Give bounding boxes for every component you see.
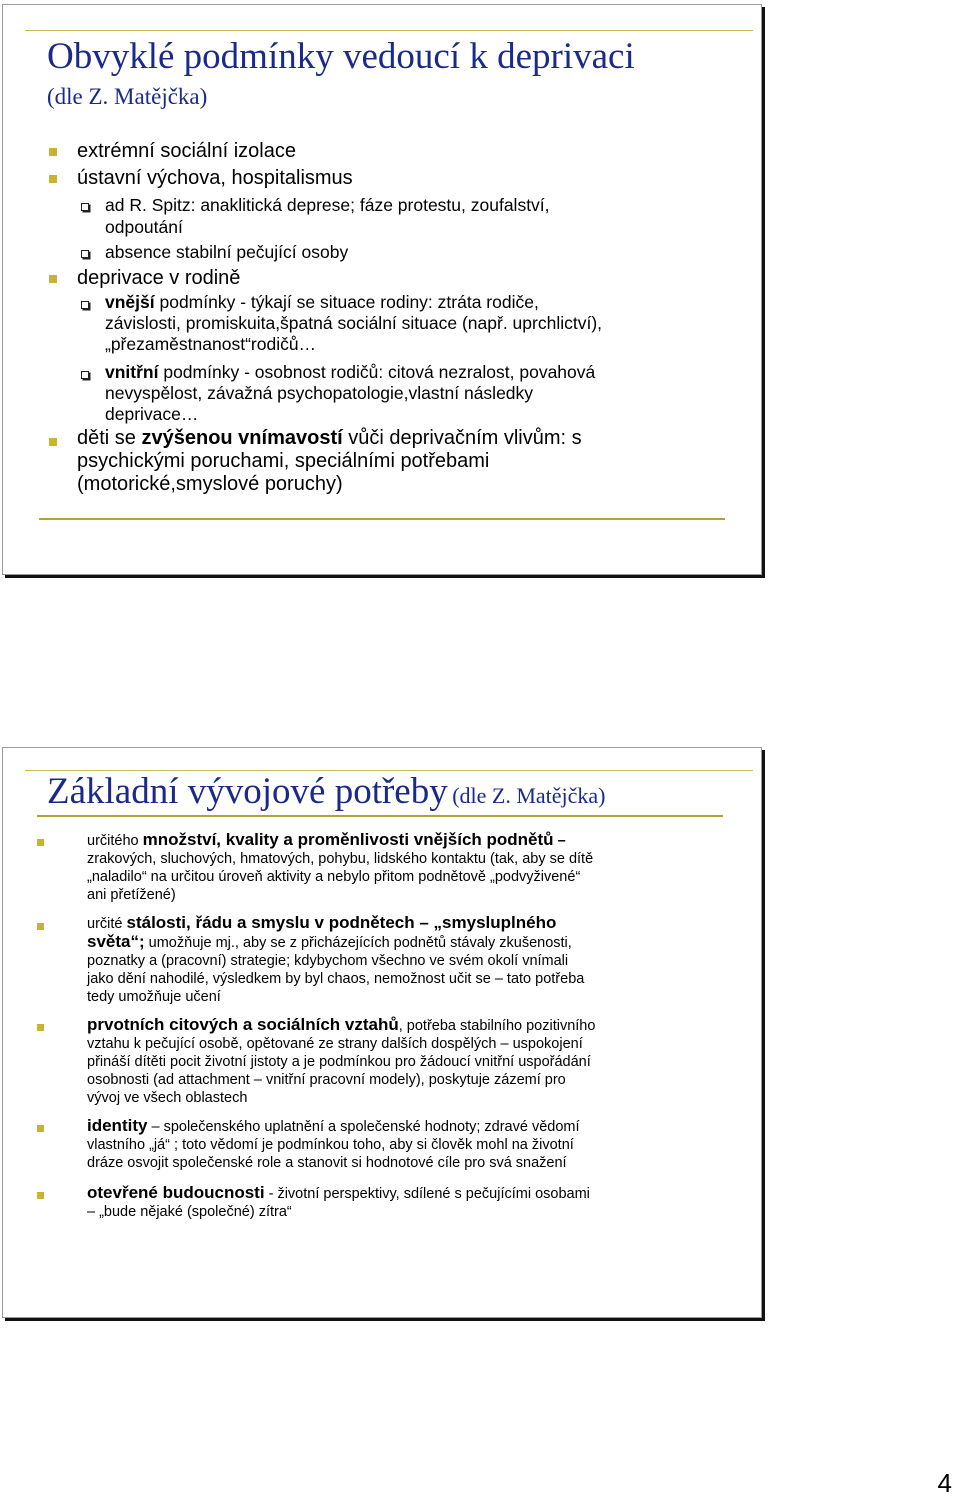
bullet-square <box>37 1125 44 1132</box>
slide-1 <box>2 4 762 575</box>
bullet-hollow-square <box>81 371 89 379</box>
slide-subtitle: (dle Z. Matějčka) <box>452 783 606 808</box>
bullet-hollow-square <box>81 203 89 211</box>
list-item: extrémní sociální izolace <box>77 140 296 162</box>
slide-subtitle: (dle Z. Matějčka) <box>47 84 208 109</box>
page-number: 4 <box>937 1468 952 1498</box>
bullet-square <box>37 1192 44 1199</box>
bullet-square <box>49 175 57 183</box>
slide-title: Obvyklé podmínky vedoucí k deprivaci <box>47 36 635 77</box>
slide-title-row <box>47 770 606 813</box>
list-item: identity – společenského uplatnění a společenské hodnoty; zdravé vědomí vlastního „já“ ; toto vědomí je podmínkou toho, aby si člověk mohl na životní dráze osvojit společenské role a stanovit si hodnotové cíle pro svá snažení <box>87 1116 580 1171</box>
slide-title: Základní vývojové potřeby <box>47 771 448 812</box>
bullet-square <box>37 923 44 930</box>
list-item: absence stabilní pečující osoby <box>105 242 349 262</box>
list-item: děti se zvýšenou vnímavostí vůči deprivačním vlivům: s psychickými poruchami, speciálními potřebami (motorické,smyslové poruchy) <box>77 427 582 495</box>
bullet-square <box>49 148 57 156</box>
list-item: ad R. Spitz: anaklitická deprese; fáze protestu, zoufalství, odpoutání <box>105 195 550 237</box>
top-rule <box>25 30 753 31</box>
bullet-square <box>49 275 57 283</box>
title-rule <box>37 815 723 817</box>
list-item: určité stálosti, řádu a smyslu v podnětech – „smysluplného světa“; umožňuje mj., aby se z přicházejících podnětů stávaly zkušenosti, poznatky a (pracovní) strategie; kdybychom všechno ve svém okolí vnímali jako dění nahodilé, výsledkem by byl chaos, nemožnost učit se – tato potřeba tedy umožňuje učení <box>87 913 585 1005</box>
bullet-hollow-square <box>81 250 89 258</box>
bullet-square <box>37 1024 44 1031</box>
list-item: deprivace v rodině <box>77 267 241 289</box>
slide-2 <box>2 747 762 1318</box>
bottom-rule <box>39 518 725 520</box>
list-item: vnitřní podmínky - osobnost rodičů: citová nezralost, povahová nevyspělost, závažná psychopatologie,vlastní následky deprivace… <box>105 362 596 424</box>
list-item: ústavní výchova, hospitalismus <box>77 167 353 189</box>
list-item: prvotních citových a sociálních vztahů, potřeba stabilního pozitivního vztahu k pečující osobě, opětované ze strany dalších dospělých – uspokojení přináší dítěti pocit životní jistoty a je podmínkou pro žádoucí vnitřní uspořádání osobnosti (ad attachment – vnitřní pracovní modely), poskytuje zázemí pro vývoj ve všech oblastech <box>87 1015 596 1106</box>
bullet-square <box>37 839 44 846</box>
bullet-hollow-square <box>81 301 89 309</box>
list-item: otevřené budoucnosti - životní perspektivy, sdílené s pečujícími osobami – „bude nějaké (společné) zítra“ <box>87 1183 590 1220</box>
list-item: určitého množství, kvality a proměnlivosti vnějších podnětů – zrakových, sluchových, hmatových, pohybu, lidského kontaktu (tak, aby se dítě „naladilo“ na určitou úroveň aktivity a nebylo přitom podnětově „podvyživené“ ani přetížené) <box>87 830 594 903</box>
list-item: vnější podmínky - týkají se situace rodiny: ztráta rodiče, závislosti, promiskuita,špatná sociální situace (např. uprchlictví), „přezaměstnanost“rodičů… <box>105 292 603 354</box>
bullet-square <box>49 438 57 446</box>
